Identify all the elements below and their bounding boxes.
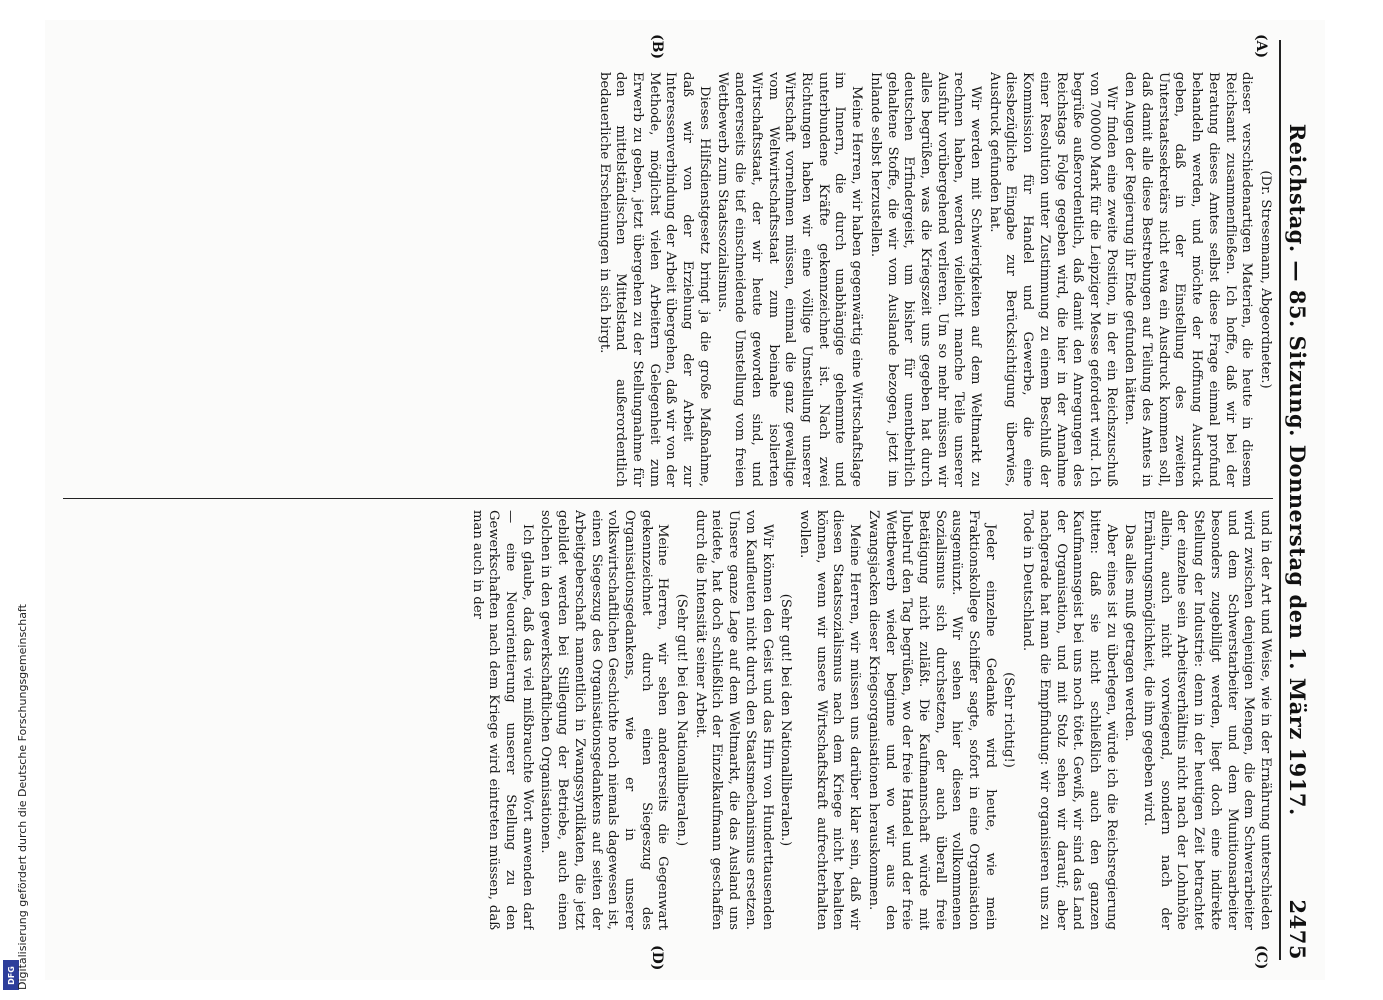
applause-note: (Sehr gut! bei den Nationalliberalen.) (674, 593, 690, 847)
paragraph: Meine Herren, wir sehen andererseits die Gegenwart gekennzeichnet durch einen Siegeszug des Organisationsgedankens, wie er in unserer volkswirtschaftlichen Geschichte noch niemals dagewesen ist, einen Siegeszug des Organisationsgedankens auf seiten der Arbeitgeberschaft namentlich in Zwangssyndikaten, die jetzt gebildet werden bei Stillegung der Betriebe, auch einen solchen in den gewerkschaftlichen Organisationen. (538, 510, 671, 930)
document-page (45, 20, 1325, 980)
paragraph: Wir werden mit Schwierigkeiten auf dem Weltmarkt zu rechnen haben, werden vielleicht manche Teile unserer Ausfuhr vorübergehend verlieren. Um so mehr müssen wir alles begrüßen, was die Kriegszeit uns gegeben hat durch deutschen Erfindergeist, um bisher für unentbehrlich gehaltene Stoffe, die wir vom Auslande bezogen, jetzt im Inlande selbst herzustellen. (867, 72, 984, 487)
applause-note: (Sehr richtig!) (1001, 672, 1017, 768)
paragraph: Wir finden eine zweite Position, in der ein Reichszuschuß von 700000 Mark für die Leipziger Messe gefordert wird. Ich begrüße außerordentlich, daß damit den Anregungen des Reichstags Folge gegeben wird, die hier in der Annahme einer Resolution unter Zustimmung zu einem Beschluß der Kommission für Handel und Gewerbe, die eine diesbezügliche Eingabe zur Berücksichtigung überwies, Ausdruck gefunden hat. (986, 72, 1119, 487)
paragraph: Ich glaube, daß das viel mißbrauchte Wort anwenden darf — eine Neuorientierung unserer Stellung zu den Gewerkschaften nach dem Kriege wird eintreten müssen, daß man auch in der (469, 510, 535, 930)
header-title: Reichstag. — 85. Sitzung. Donnerstag den 1. März 1917. (1285, 123, 1311, 816)
footer-strip (0, 0, 29, 1000)
page-number: 2475 (1285, 899, 1311, 960)
paragraph: Dieses Hilfsdienstgesetz bringt ja die große Maßnahme, daß wir von der Erziehung der Arbeit zur Interessenverbindung der Arbeit übergehen, daß wir von der Methode, möglichst vielen Arbeitern Gelegenheit zum Erwerb zu geben, jetzt übergehen zu der Stellungnahme für den mittelständischen Mittelstand außerordentlich bedauerliche Erscheinungen in sich birgt. (596, 72, 712, 487)
margin-marker-d: (D) (649, 945, 665, 971)
margin-marker-c: (C) (1253, 945, 1269, 970)
page-header (1279, 40, 1315, 960)
column-divider (63, 498, 1273, 499)
left-column (63, 72, 1273, 487)
applause-note: (Sehr gut! bei den Nationalliberalen.) (778, 593, 794, 847)
paragraph: dieser verschiedenartigen Materien, die heute in diesem Reichsamt zusammenfließen. Ich hoffe, daß wir bei der Beratung dieses Amtes selbst diese Frage einmal profund behandeln werden, und möchte der Hoffnung Ausdruck geben, daß in der Einstellung des zweiten Unterstaatssekretärs nicht etwa ein Ausdruck kommen soll, daß damit alle diese Bestrebungen auf Teilung des Amtes in den Augen der Regierung ihr Ende gefunden hätten. (1122, 72, 1255, 487)
dfg-logo: DFG (3, 960, 19, 990)
paragraph: Jeder einzelne Gedanke wird heute, wie mein Fraktionskollege Schiffer sagte, sofort in eine Organisation ausgemünzt. Wir sehen hier diesen vollkommenen Sozialismus sich durchsetzen, der auch überall freie Betätigung nicht zuläßt. Die Kaufmannschaft würde mit Jubelruf den Tag begrüßen, wo der freie Handel und der freie Wettbewerb wieder beginne und wo wir aus den Zwangsjacken dieser Kriegsorganisationen herauskommen. (865, 510, 998, 930)
paragraph: Wir können den Geist und das Hirn von Hunderttausenden von Kaufleuten nicht durch den Staatsmechanismus ersetzen. Unsere ganze Lage auf dem Weltmarkt, die das Ausland uns neidete, hat doch schließlich der Einzelkaufmann geschaffen durch die Intensität seiner Arbeit. (692, 510, 775, 930)
right-column (63, 510, 1273, 930)
margin-marker-a: (A) (1253, 34, 1269, 59)
speaker-line: (Dr. Stresemann, Abgeordneter.) (1258, 170, 1273, 389)
paragraph: Meine Herren, wir haben gegenwärtig eine Wirtschaftslage im Innern, die durch unabhängige gehemmte und unterbundene Kräfte gekennzeichnet ist. Nach zwei Richtungen haben wir eine völlige Umstellung unserer Wirtschaft vornehmen müssen, einmal die ganz gewaltige vom Weltwirtschaftsstaat zum beinahe isolierten Wirtschaftsstaat, der wir heute geworden sind, und andererseits die tief einschneidende Umstellung vom freien Wettbewerb zum Staatssozialismus. (715, 72, 865, 487)
paragraph: Meine Herren, wir müssen uns darüber klar sein, daß wir diesen Staatssozialismus nach dem Kriege nicht behalten können, wenn wir unsere Wirtschaftskraft aufrechterhalten wollen. (797, 510, 863, 930)
digitization-credit: Digitalisierung gefördert durch die Deutsche Forschungsgemeinschaft (16, 604, 29, 990)
paragraph: und in der Art und Weise, wie in der Ernährung unterschieden wird zwischen denjenigen Mengen, die dem Schwerarbeiter und dem Schwerstarbeiter und dem Munitionsarbeiter besonders zugebilligt werden, liegt doch eine indirekte Stellung der Industrie: denn in der heutigen Zeit betrachtet der einzelne sein Arbeitsverhältnis nicht nach der Lohnhöhe allein, auch nicht vorwiegend, sondern nach der Ernährungsmöglichkeit, die ihm gegeben wird. (1141, 510, 1273, 930)
paragraph: Aber eines ist zu überlegen, würde ich die Reichsregierung bitten: daß sie nicht schließlich auch den ganzen Kaufmannsgeist bei uns noch tötet. Gewiß, wir sind das Land der Organisation, und mit Stolz sehen wir darauf; aber nachgerade hat man die Empfindung: wir organisieren uns zu Tode in Deutschland. (1020, 510, 1119, 930)
paragraph: Das alles muß getragen werden. (1122, 524, 1138, 742)
margin-marker-b: (B) (649, 34, 665, 60)
